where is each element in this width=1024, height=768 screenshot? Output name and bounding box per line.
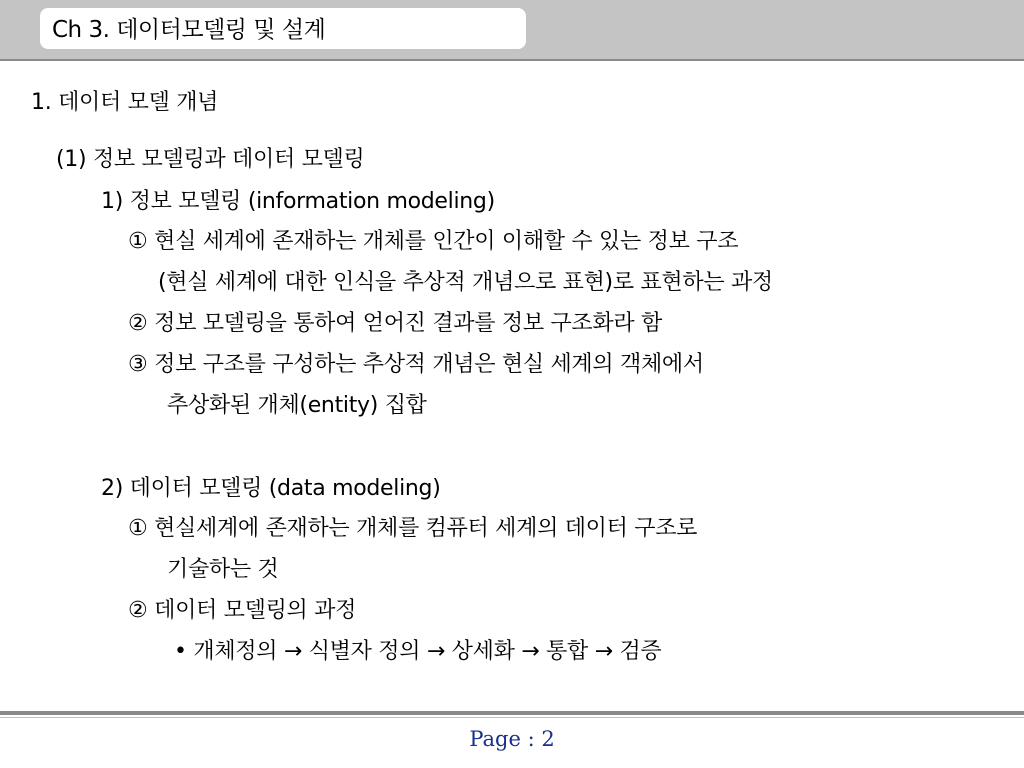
list-item: ① 현실세계에 존재하는 개체를 컴퓨터 세계의 데이터 구조로 [128,516,698,541]
section-heading: 1. 데이터 모델 개념 [31,90,219,115]
title-box [40,8,526,49]
list-item: ② 데이터 모델링의 과정 [128,598,357,623]
footer-divider [0,711,1024,715]
list-item: ② 정보 모델링을 통하여 얻어진 결과를 정보 구조화라 함 [128,311,662,336]
list-item-continuation: 추상화된 개체(entity) 집합 [167,393,427,418]
bullet-item-process-flow: • 개체정의 → 식별자 정의 → 상세화 → 통합 → 검증 [174,639,662,664]
slide-title: Ch 3. 데이터모델링 및 설계 [52,17,326,43]
list-item: ① 현실 세계에 존재하는 개체를 인간이 이해할 수 있는 정보 구조 [128,229,739,254]
page-number: Page : 2 [469,727,555,751]
subsection-heading: (1) 정보 모델링과 데이터 모델링 [56,147,365,172]
header-bar [0,0,1024,61]
footer-divider-thin [0,717,1024,718]
list-item-continuation: 기술하는 것 [167,557,279,582]
list-item: ③ 정보 구조를 구성하는 추상적 개념은 현실 세계의 객체에서 [128,352,704,377]
list-item-continuation: (현실 세계에 대한 인식을 추상적 개념으로 표현)로 표현하는 과정 [158,270,773,295]
item-heading-data-modeling: 2) 데이터 모델링 (data modeling) [101,476,441,501]
item-heading-information-modeling: 1) 정보 모델링 (information modeling) [101,189,495,214]
